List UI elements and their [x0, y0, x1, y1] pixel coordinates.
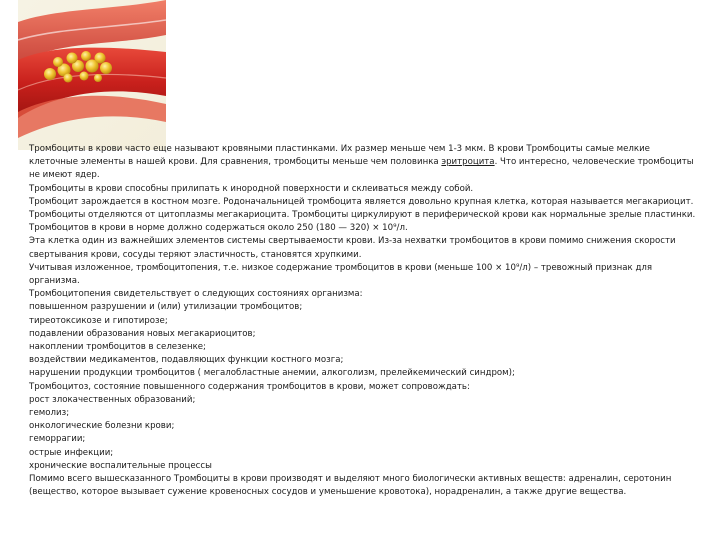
list-item: гемолиз; — [29, 408, 70, 419]
paragraph: Тромбоцитопения свидетельствует о следующих состояниях организма: — [29, 289, 363, 300]
paragraph: Тромбоциты в крови часто еще называют кровяными пластинками. Их размер меньше чем 1-3 мкм. В крови Тромбоциты самые мелкие клеточные элементы в нашей крови. Для сравнения, тромбоциты меньше чем половинка эритроцита. Что интересно, человеческие тромбоциты не имеют ядер. — [29, 144, 694, 181]
list-item: онкологические болезни крови; — [29, 421, 175, 432]
list-item: рост злокачественных образований; — [29, 394, 196, 405]
list-item: подавлении образования новых мегакариоцитов; — [29, 328, 256, 339]
erythrocyte-link[interactable]: эритроцита — [441, 157, 495, 168]
paragraph: Тромбоцитоз, состояние повышенного содержания тромбоцитов в крови, может сопровождать: — [29, 381, 470, 392]
list-item: повышенном разрушении и (или) утилизации тромбоцитов; — [29, 302, 303, 313]
paragraph: Эта клетка один из важнейших элементов системы свертываемости крови. Из-за нехватки тромбоцитов в крови помимо снижения скорости свертывания крови, сосуды теряют эластичность, становятся хрупкими. — [29, 236, 676, 260]
list-item: острые инфекции; — [29, 447, 114, 458]
ribbon-illustration — [18, 0, 166, 150]
paragraph: Тромбоциты в крови способны прилипать к инородной поверхности и склеиваться между собой. — [29, 183, 474, 194]
list-item: воздействии медикаментов, подавляющих функции костного мозга; — [29, 355, 344, 366]
decorative-banner-image — [18, 0, 166, 150]
list-item: геморрагии; — [29, 434, 86, 445]
list-item: тиреотоксикозе и гипотирозе; — [29, 315, 168, 326]
list-item: хронические воспалительные процессы — [29, 460, 212, 471]
list-item: нарушении продукции тромбоцитов ( мегалобластные анемии, алкоголизм, прелейкемический синдром); — [29, 368, 515, 379]
paragraph: Тромбоцит зарождается в костном мозге. Родоначальницей тромбоцита является довольно крупная клетка, которая называется мегакариоцит. Тромбоциты отделяются от цитоплазмы мегакариоцита. Тромбоциты циркулируют в периферической крови как нормальные зрелые пластинки. Тромбоцитов в крови в норме должно содержаться около 250 (180 — 320) × 10⁹/л. — [29, 196, 696, 234]
paragraph: Помимо всего вышесказанного Тромбоциты в крови производят и выделяют много биологически активных веществ: адреналин, серотонин (вещество, которое вызывает сужение кровеносных сосудов и уменьшение кровотока), норадреналин, а также другие вещества. — [29, 474, 672, 498]
paragraph: Учитывая изложенное, тромбоцитопения, т.е. низкое содержание тромбоцитов в крови (меньше 100 × 10⁹/л) – тревожный признак для организма. — [29, 262, 653, 287]
article-text — [29, 143, 701, 499]
list-item: накоплении тромбоцитов в селезенке; — [29, 342, 206, 353]
